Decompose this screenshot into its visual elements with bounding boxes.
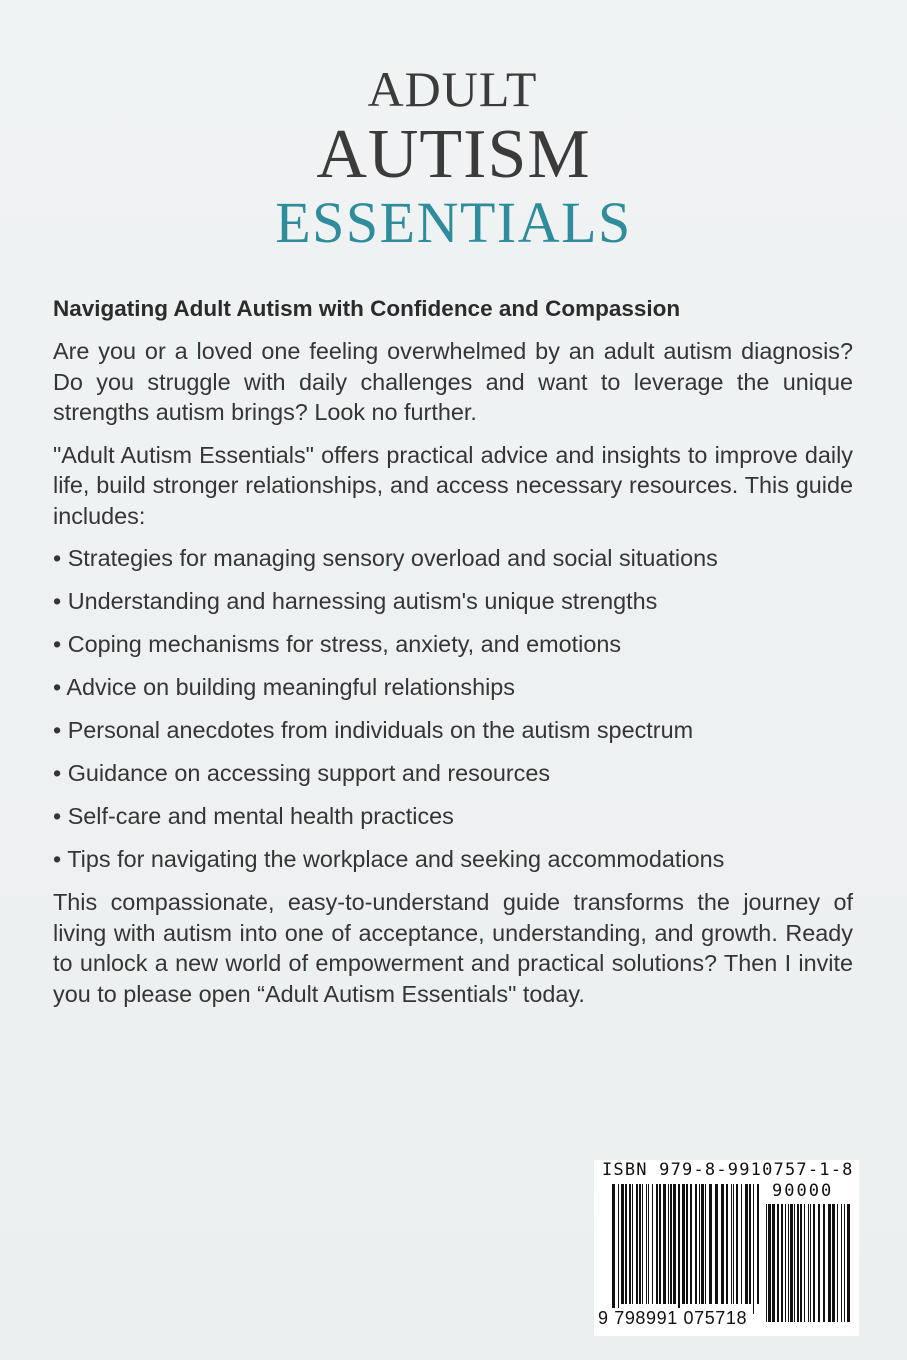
- feature-list-item: • Guidance on accessing support and resources: [53, 760, 551, 786]
- price-code: 90000: [772, 1181, 834, 1201]
- feature-list-item: • Coping mechanisms for stress, anxiety, and emotions: [53, 631, 622, 657]
- intro-paragraph: Are you or a loved one feeling overwhelmed by an adult autism diagnosis? Do you struggle with daily challenges and want to leverage the unique strengths autism brings? Look no further.: [53, 338, 853, 425]
- feature-list-item: • Personal anecdotes from individuals on the autism spectrum: [53, 717, 694, 743]
- feature-list-item: • Self-care and mental health practices: [53, 803, 454, 829]
- isbn-label: ISBN 979-8-9910757-1-8: [602, 1160, 854, 1180]
- blurb: [53, 294, 853, 1021]
- title-line-autism: AUTISM: [316, 116, 591, 193]
- isbn-barcode: [594, 1160, 859, 1336]
- blurb-subheading: Navigating Adult Autism with Confidence and Compassion: [53, 296, 681, 321]
- barcode-addon-bars-icon: [766, 1204, 850, 1332]
- barcode-digits: 9 798991 075718: [598, 1308, 748, 1328]
- book-title: [0, 62, 907, 256]
- title-line-adult: ADULT: [367, 61, 538, 117]
- feature-list-item: • Advice on building meaningful relationships: [53, 674, 515, 700]
- title-line-essentials: ESSENTIALS: [275, 190, 632, 255]
- description-paragraph: "Adult Autism Essentials" offers practical advice and insights to improve daily life, build stronger relationships, and access necessary resources. This guide includes:: [53, 441, 853, 529]
- barcode-bars-icon: [612, 1184, 760, 1314]
- feature-list-item: • Strategies for managing sensory overload and social situations: [53, 545, 718, 571]
- feature-list-item: • Understanding and harnessing autism's unique strengths: [53, 588, 658, 614]
- feature-list-item: • Tips for navigating the workplace and seeking accommodations: [53, 846, 725, 872]
- feature-list: [53, 543, 853, 875]
- closing-paragraph: This compassionate, easy-to-understand guide transforms the journey of living with autism into one of acceptance, understanding, and growth. Ready to unlock a new world of empowerment and practical solutions? Then I invite you to please open “Adult Autism Essentials" today.: [53, 889, 853, 1007]
